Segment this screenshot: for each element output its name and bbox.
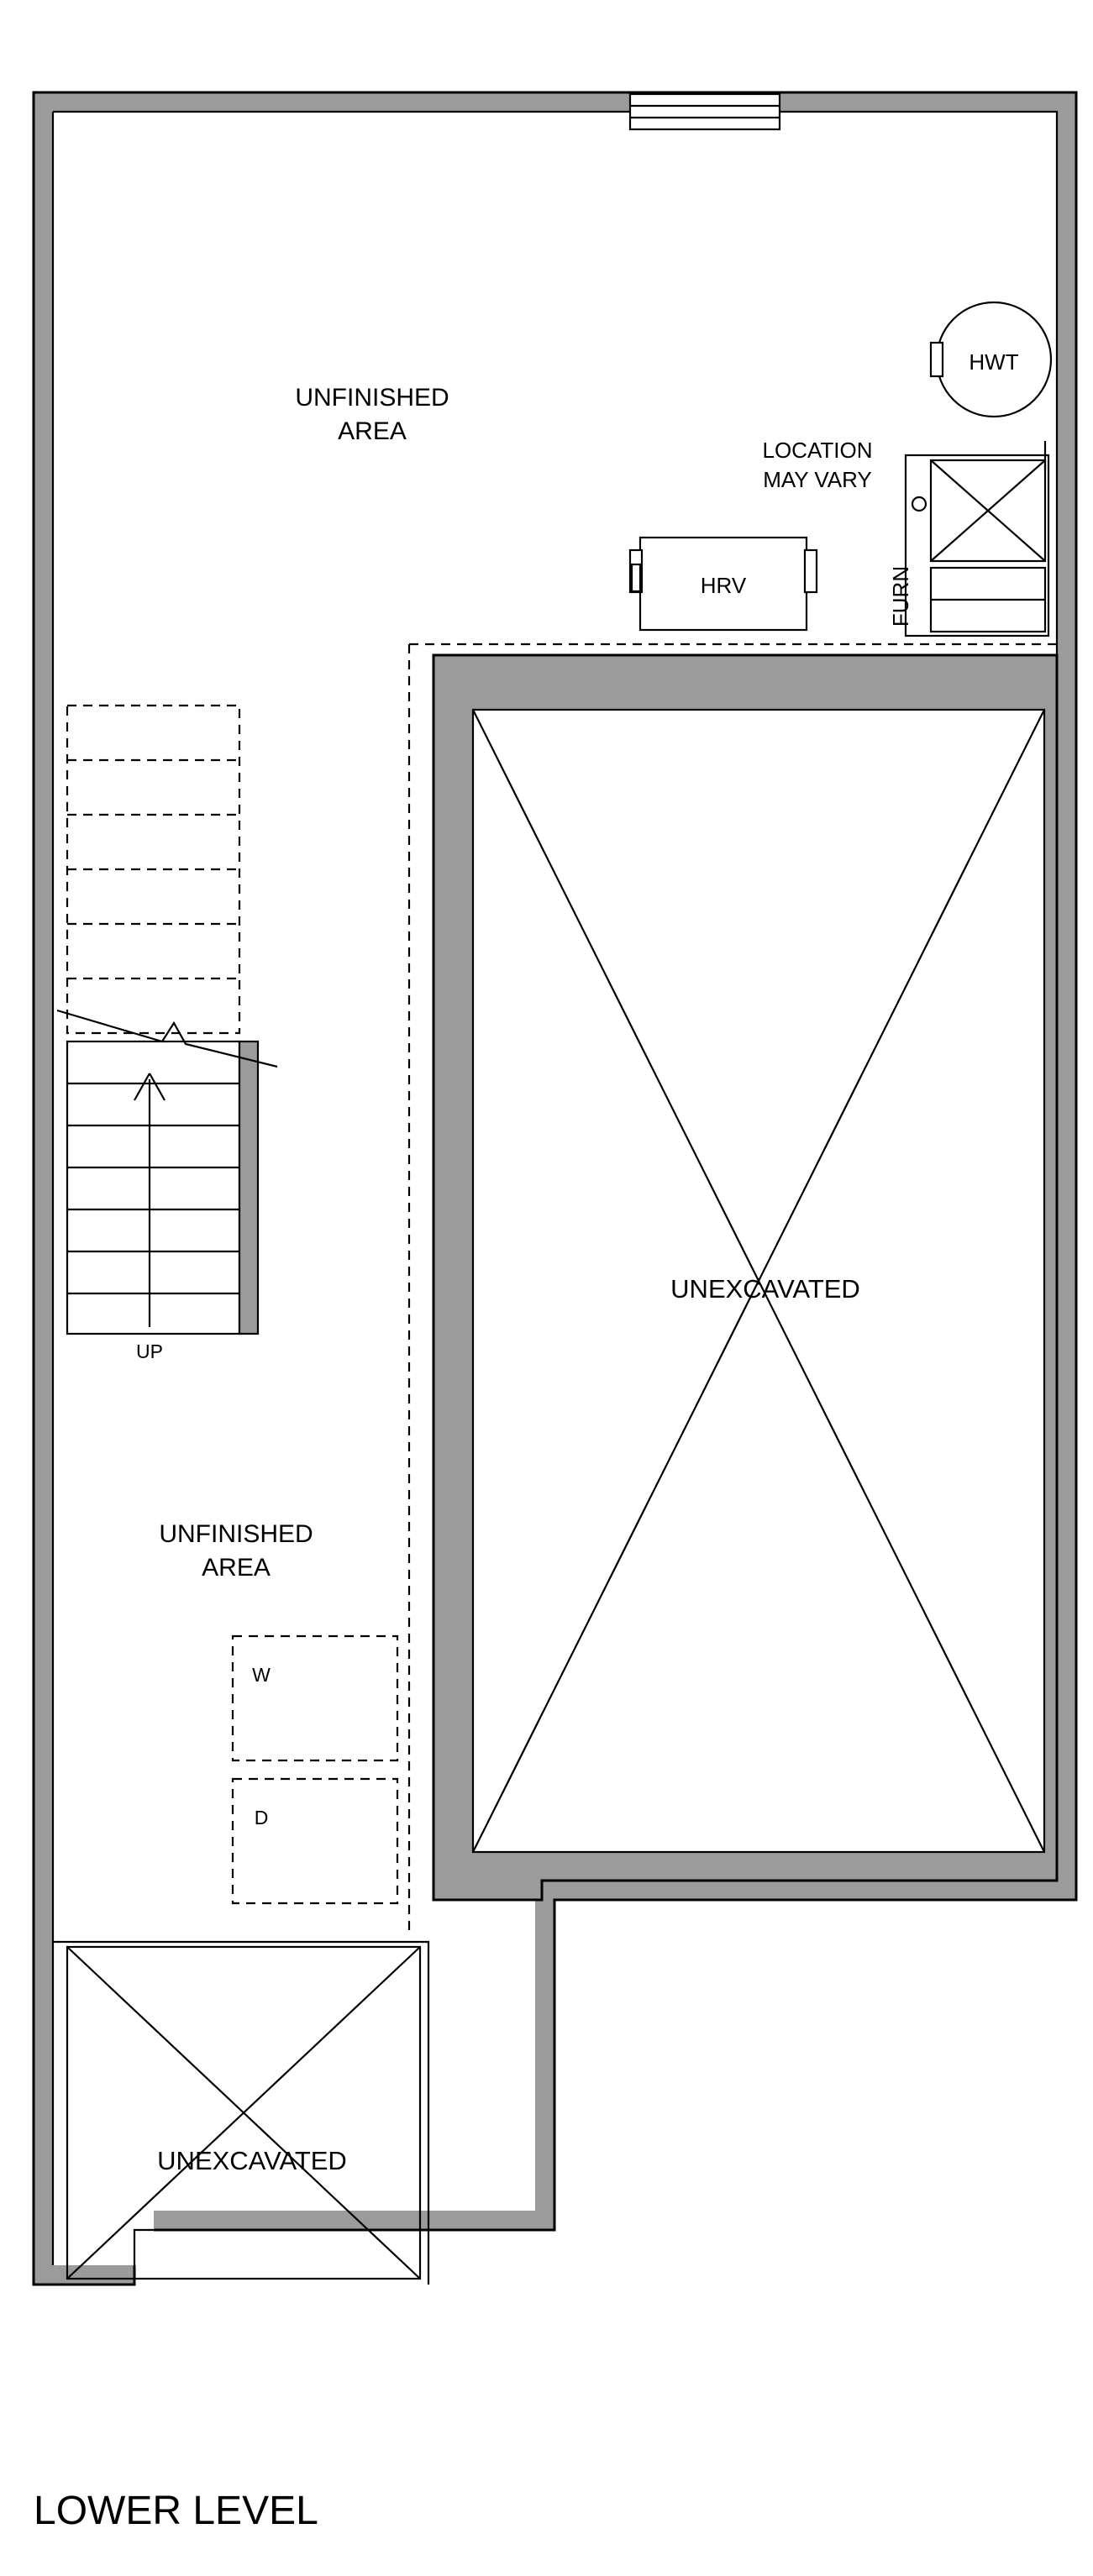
- plan-title: [34, 2489, 318, 2533]
- hwt-label: HWT: [969, 349, 1019, 375]
- hrv-unit: [630, 538, 817, 630]
- washer-label: W: [252, 1664, 271, 1686]
- unexcavated-lower-left-label: UNEXCAVATED: [157, 2146, 347, 2175]
- location-note-line2: MAY VARY: [763, 467, 872, 492]
- unfinished-lower-line2: AREA: [202, 1554, 271, 1582]
- unfinished-upper-line1: UNFINISHED: [295, 384, 449, 412]
- room-label-unexcavated-main: [670, 1274, 860, 1304]
- dryer-label: D: [254, 1807, 269, 1828]
- furnace: [888, 441, 1048, 636]
- location-note-line1: LOCATION: [762, 438, 873, 463]
- stair-up-label: UP: [136, 1340, 163, 1362]
- unfinished-lower-line1: UNFINISHED: [159, 1520, 313, 1548]
- hrv-label: HRV: [700, 573, 747, 598]
- unexcavated-main-label: UNEXCAVATED: [670, 1274, 860, 1304]
- furnace-label: FURN: [888, 565, 913, 627]
- window-top: [630, 94, 780, 129]
- unfinished-upper-line2: AREA: [338, 417, 407, 445]
- room-label-unexcavated-lower-left: [157, 2146, 347, 2175]
- plan-title-text: LOWER LEVEL: [34, 2489, 318, 2533]
